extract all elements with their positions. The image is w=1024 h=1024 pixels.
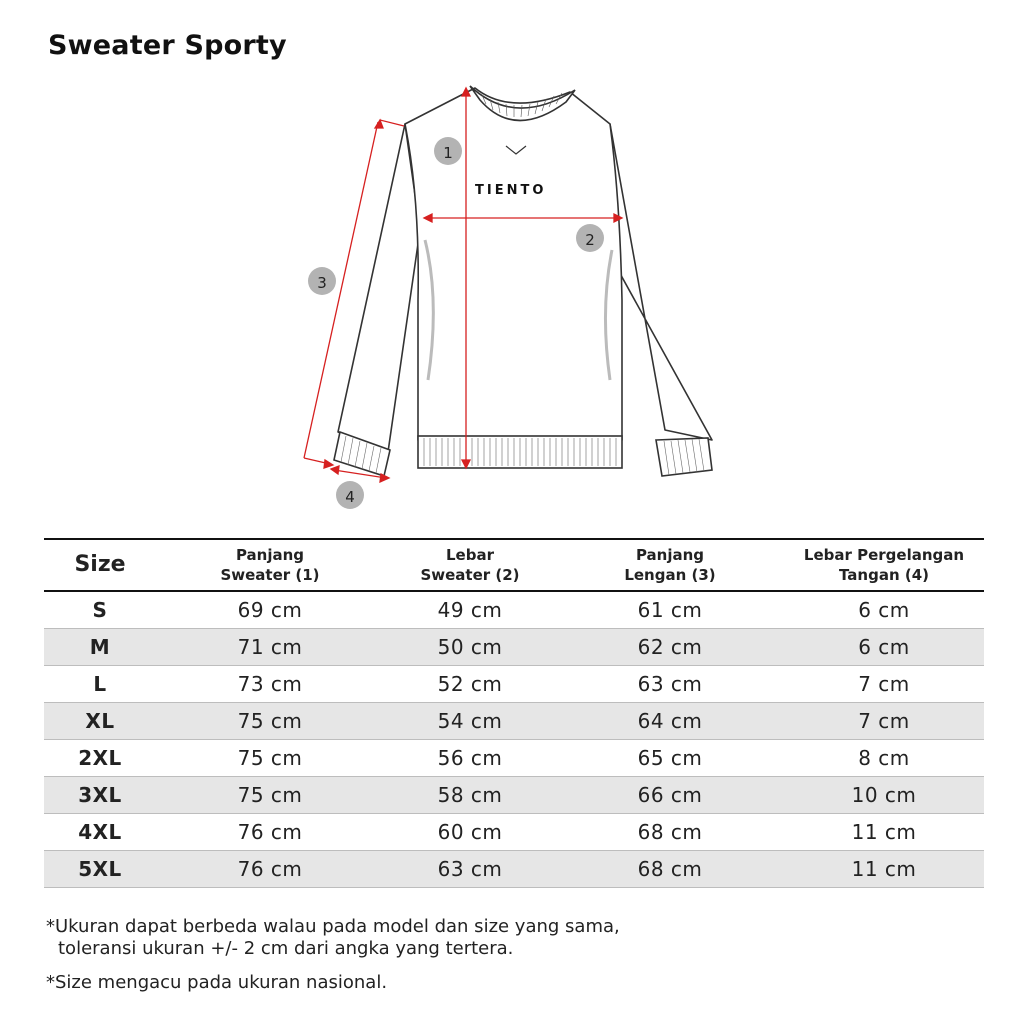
table-row (44, 777, 984, 814)
cell-lebar-sweater: 54 cm (437, 709, 503, 733)
cell-lebar-sweater: 50 cm (437, 635, 503, 659)
cell-lebar-sweater: 49 cm (437, 598, 503, 622)
cell-panjang-lengan: 63 cm (637, 672, 703, 696)
footnotes (46, 916, 620, 994)
cell-panjang-sweater: 76 cm (237, 820, 303, 844)
header-size: Size (74, 552, 126, 577)
table-body (44, 592, 984, 888)
footnote-national-size: *Size mengacu pada ukuran nasional. (46, 972, 388, 993)
footnote-tolerance-line2: toleransi ukuran +/- 2 cm dari angka yang tertera. (58, 938, 514, 959)
cell-lebar-pergelangan: 7 cm (858, 709, 910, 733)
table-row (44, 592, 984, 629)
header-lebar-pergelangan: Lebar Pergelangan Tangan (4) (803, 546, 965, 584)
marker-3 (308, 267, 336, 295)
cell-size: 3XL (78, 783, 122, 807)
svg-text:3: 3 (317, 274, 327, 292)
cell-lebar-pergelangan: 10 cm (851, 783, 917, 807)
marker-1 (434, 137, 462, 165)
cell-lebar-pergelangan: 11 cm (851, 820, 917, 844)
size-chart-table (44, 538, 984, 888)
cell-panjang-sweater: 75 cm (237, 709, 303, 733)
cell-size: 4XL (78, 820, 122, 844)
header-panjang-sweater: Panjang Sweater (1) (220, 546, 320, 584)
cell-panjang-lengan: 65 cm (637, 746, 703, 770)
marker-4 (336, 481, 364, 509)
marker-2 (576, 224, 604, 252)
table-header (44, 538, 984, 592)
svg-text:2: 2 (585, 231, 595, 249)
cell-size: S (92, 598, 108, 622)
cell-lebar-sweater: 56 cm (437, 746, 503, 770)
cell-size: 5XL (78, 857, 122, 881)
cell-lebar-sweater: 60 cm (437, 820, 503, 844)
footnote-tolerance-line1: *Ukuran dapat berbeda walau pada model dan size yang sama, (46, 916, 620, 937)
svg-text:1: 1 (443, 144, 453, 162)
cell-lebar-sweater: 58 cm (437, 783, 503, 807)
cell-size: L (93, 672, 107, 696)
sweater-outline (338, 88, 712, 452)
table-row (44, 740, 984, 777)
cell-panjang-lengan: 66 cm (637, 783, 703, 807)
cell-lebar-pergelangan: 6 cm (858, 635, 910, 659)
cell-lebar-pergelangan: 8 cm (858, 746, 910, 770)
cell-panjang-sweater: 73 cm (237, 672, 303, 696)
table-row (44, 851, 984, 888)
cell-panjang-sweater: 71 cm (237, 635, 303, 659)
cell-panjang-sweater: 69 cm (237, 598, 303, 622)
cell-lebar-pergelangan: 11 cm (851, 857, 917, 881)
cell-panjang-sweater: 75 cm (237, 783, 303, 807)
cell-size: 2XL (78, 746, 122, 770)
cell-lebar-sweater: 63 cm (437, 857, 503, 881)
cell-panjang-lengan: 62 cm (637, 635, 703, 659)
cell-lebar-pergelangan: 6 cm (858, 598, 910, 622)
cell-size: M (89, 635, 111, 659)
cell-panjang-lengan: 61 cm (637, 598, 703, 622)
cell-size: XL (85, 709, 115, 733)
header-lebar-sweater: Lebar Sweater (2) (420, 546, 520, 584)
cell-lebar-pergelangan: 7 cm (858, 672, 910, 696)
cell-panjang-lengan: 68 cm (637, 820, 703, 844)
cell-panjang-sweater: 75 cm (237, 746, 303, 770)
svg-text:4: 4 (345, 488, 355, 506)
sweater-illustration (290, 80, 730, 520)
page-title: Sweater Sporty (48, 30, 287, 61)
cell-panjang-sweater: 76 cm (237, 857, 303, 881)
table-row (44, 703, 984, 740)
table-row (44, 814, 984, 851)
table-row (44, 629, 984, 666)
cell-panjang-lengan: 68 cm (637, 857, 703, 881)
table-row (44, 666, 984, 703)
cell-panjang-lengan: 64 cm (637, 709, 703, 733)
header-panjang-lengan: Panjang Lengan (3) (624, 546, 716, 584)
cell-lebar-sweater: 52 cm (437, 672, 503, 696)
brand-logo: TIENTO (475, 183, 547, 198)
